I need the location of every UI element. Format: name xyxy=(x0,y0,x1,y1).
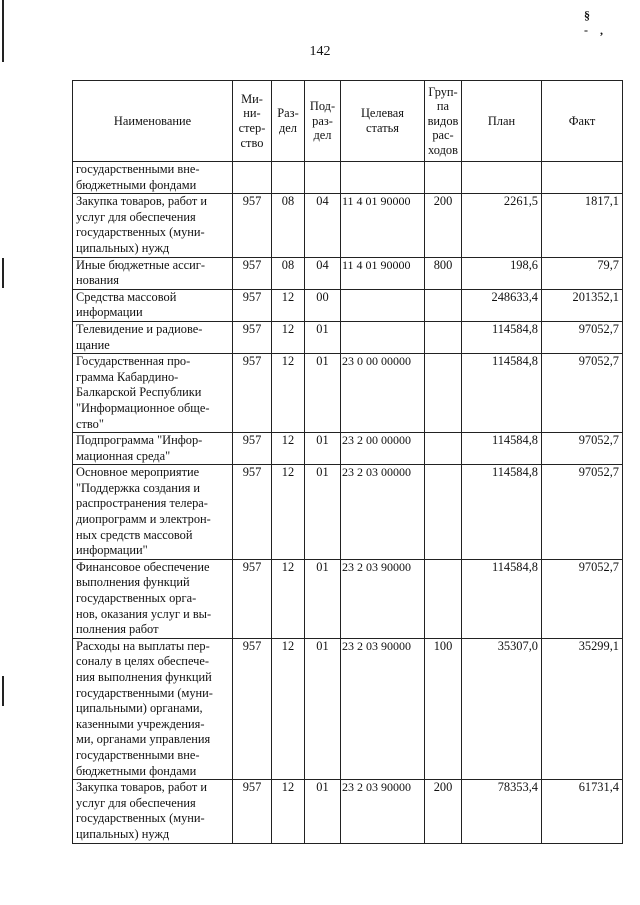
cell-section: 12 xyxy=(272,289,305,321)
cell-name: Закупка товаров, работ и услуг для обеспечения государственных (муни- ципальных) нужд xyxy=(73,194,233,257)
cell-subsection: 00 xyxy=(305,289,341,321)
cell-target xyxy=(341,162,425,194)
cell-name: Закупка товаров, работ и услуг для обеспечения государственных (муни- ципальных) нужд xyxy=(73,780,233,843)
cell-ministry: 957 xyxy=(233,257,272,289)
cell-plan: 114584,8 xyxy=(462,321,542,353)
cell-name: государственными вне- бюджетными фондами xyxy=(73,162,233,194)
cell-subsection: 01 xyxy=(305,321,341,353)
cell-ministry: 957 xyxy=(233,433,272,465)
cell-expense-group: 200 xyxy=(425,780,462,843)
cell-section: 08 xyxy=(272,257,305,289)
corner-mark: § -, xyxy=(584,8,615,37)
cell-target xyxy=(341,289,425,321)
cell-fact: 97052,7 xyxy=(542,433,623,465)
cell-name: Подпрограмма "Инфор- мационная среда" xyxy=(73,433,233,465)
cell-subsection: 01 xyxy=(305,638,341,779)
header-ministry xyxy=(233,81,272,162)
cell-subsection: 04 xyxy=(305,194,341,257)
cell-target: 23 2 03 90000 xyxy=(341,559,425,638)
header-plan: План xyxy=(462,81,542,162)
cell-subsection xyxy=(305,162,341,194)
cell-ministry: 957 xyxy=(233,354,272,433)
cell-target: 23 2 03 90000 xyxy=(341,638,425,779)
cell-plan: 35307,0 xyxy=(462,638,542,779)
header-target xyxy=(341,81,425,162)
cell-target: 23 2 00 00000 xyxy=(341,433,425,465)
cell-ministry: 957 xyxy=(233,465,272,560)
cell-name: Средства массовой информации xyxy=(73,289,233,321)
cell-fact: 97052,7 xyxy=(542,321,623,353)
cell-subsection: 01 xyxy=(305,465,341,560)
table-row xyxy=(73,559,623,638)
cell-ministry: 957 xyxy=(233,289,272,321)
cell-name: Государственная про- грамма Кабардино- Балкарской Республики "Информационное обще- ство" xyxy=(73,354,233,433)
table-row xyxy=(73,465,623,560)
cell-target: 23 2 03 90000 xyxy=(341,780,425,843)
cell-target: 11 4 01 90000 xyxy=(341,194,425,257)
cell-name: Финансовое обеспечение выполнения функций государственных орга- нов, оказания услуг и вы- полнения работ xyxy=(73,559,233,638)
header-expense-group-text: Груп- па видов рас- ходов xyxy=(427,84,459,157)
cell-plan: 114584,8 xyxy=(462,433,542,465)
cell-section xyxy=(272,162,305,194)
cell-section: 08 xyxy=(272,194,305,257)
table-row xyxy=(73,433,623,465)
cell-name: Основное мероприятие "Поддержка создания и распространения телера- диопрограмм и электрон- ных средств массовой информации" xyxy=(73,465,233,560)
cell-expense-group: 100 xyxy=(425,638,462,779)
cell-expense-group xyxy=(425,433,462,465)
cell-section: 12 xyxy=(272,780,305,843)
cell-subsection: 04 xyxy=(305,257,341,289)
cell-expense-group xyxy=(425,354,462,433)
cell-expense-group xyxy=(425,559,462,638)
cell-plan: 248633,4 xyxy=(462,289,542,321)
cell-target: 23 2 03 00000 xyxy=(341,465,425,560)
cell-fact: 97052,7 xyxy=(542,559,623,638)
cell-fact: 201352,1 xyxy=(542,289,623,321)
cell-fact: 79,7 xyxy=(542,257,623,289)
cell-target: 11 4 01 90000 xyxy=(341,257,425,289)
cell-fact: 35299,1 xyxy=(542,638,623,779)
table-row xyxy=(73,780,623,843)
cell-target xyxy=(341,321,425,353)
header-expense-group xyxy=(425,81,462,162)
budget-table xyxy=(72,80,623,844)
cell-plan xyxy=(462,162,542,194)
cell-plan: 114584,8 xyxy=(462,354,542,433)
cell-plan: 198,6 xyxy=(462,257,542,289)
header-name: Наименование xyxy=(73,81,233,162)
table-row xyxy=(73,162,623,194)
header-fact: Факт xyxy=(542,81,623,162)
table-header-row xyxy=(73,81,623,162)
table-body xyxy=(73,162,623,844)
cell-expense-group xyxy=(425,321,462,353)
cell-plan: 78353,4 xyxy=(462,780,542,843)
cell-fact: 1817,1 xyxy=(542,194,623,257)
header-ministry-text: Ми- ни- стер- ство xyxy=(238,91,266,150)
cell-section: 12 xyxy=(272,433,305,465)
cell-ministry: 957 xyxy=(233,559,272,638)
cell-name: Иные бюджетные ассиг- нования xyxy=(73,257,233,289)
cell-expense-group xyxy=(425,289,462,321)
cell-subsection: 01 xyxy=(305,354,341,433)
header-target-text: Целевая статья xyxy=(360,106,405,135)
cell-subsection: 01 xyxy=(305,780,341,843)
cell-name: Телевидение и радиове- щание xyxy=(73,321,233,353)
cell-subsection: 01 xyxy=(305,559,341,638)
cell-plan: 114584,8 xyxy=(462,559,542,638)
cell-subsection: 01 xyxy=(305,433,341,465)
table-row xyxy=(73,321,623,353)
cell-name: Расходы на выплаты пер- соналу в целях обеспече- ния выполнения функций государственными (муни- ципальными) органами, казенными учреждения- ми, органами управления государственными вне- бюджетными фондами xyxy=(73,638,233,779)
header-subsection-text: Под- раз- дел xyxy=(309,99,336,143)
cell-section: 12 xyxy=(272,321,305,353)
cell-ministry: 957 xyxy=(233,194,272,257)
cell-section: 12 xyxy=(272,559,305,638)
table-row xyxy=(73,194,623,257)
header-section xyxy=(272,81,305,162)
cell-section: 12 xyxy=(272,638,305,779)
cell-fact: 97052,7 xyxy=(542,465,623,560)
cell-ministry: 957 xyxy=(233,321,272,353)
header-section-text: Раз- дел xyxy=(277,106,299,135)
cell-section: 12 xyxy=(272,465,305,560)
cell-target: 23 0 00 00000 xyxy=(341,354,425,433)
cell-plan: 2261,5 xyxy=(462,194,542,257)
cell-expense-group xyxy=(425,162,462,194)
cell-section: 12 xyxy=(272,354,305,433)
scan-margin-mark xyxy=(2,258,4,288)
cell-ministry: 957 xyxy=(233,638,272,779)
cell-expense-group: 200 xyxy=(425,194,462,257)
cell-ministry: 957 xyxy=(233,780,272,843)
cell-expense-group: 800 xyxy=(425,257,462,289)
cell-plan: 114584,8 xyxy=(462,465,542,560)
cell-ministry xyxy=(233,162,272,194)
table-row xyxy=(73,638,623,779)
cell-fact: 61731,4 xyxy=(542,780,623,843)
table-row xyxy=(73,257,623,289)
table-row xyxy=(73,354,623,433)
cell-expense-group xyxy=(425,465,462,560)
cell-fact xyxy=(542,162,623,194)
scan-margin-mark xyxy=(2,676,4,706)
header-subsection xyxy=(305,81,341,162)
table-row xyxy=(73,289,623,321)
page-number: 142 xyxy=(309,44,331,59)
cell-fact: 97052,7 xyxy=(542,354,623,433)
